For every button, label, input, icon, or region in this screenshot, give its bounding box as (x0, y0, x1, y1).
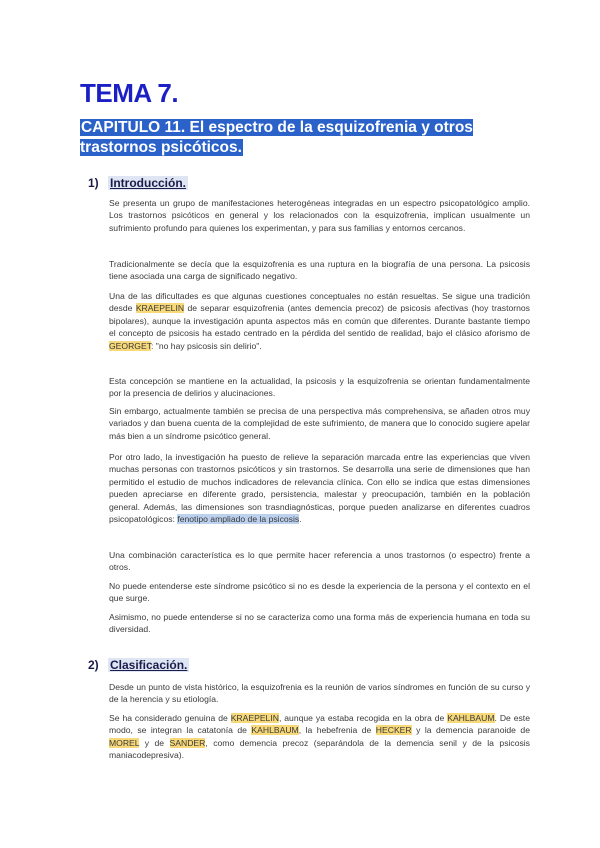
text-run: . De este modo, se integran la catatonía de (109, 713, 530, 736)
text-run: y de (139, 737, 170, 748)
text-run: Esta concepción se mantiene en la actualidad, la psicosis y la esquizofrenia se orientan fundamentalmente por la presencia de delirios y alucinaciones. (109, 376, 530, 399)
chapter-title-highlight: CAPITULO 11. El espectro de la esquizofrenia y otros trastornos psicóticos. (80, 119, 473, 156)
section-number: 2) (88, 658, 99, 672)
paragraph (109, 451, 530, 525)
paragraph (109, 712, 530, 762)
paragraph (109, 375, 530, 400)
text-run: Una de las dificultades es que algunas cuestiones conceptuales no están resueltas. Se sigue una tradición desde (109, 291, 530, 314)
highlighted-name: KRAEPELIN (135, 303, 185, 314)
text-run: y la demencia paranoide de (411, 725, 530, 736)
highlighted-name: SANDER (169, 737, 206, 748)
text-run: . (299, 514, 302, 525)
text-run: : "no hay psicosis sin delirio". (151, 340, 262, 351)
section-number: 1) (88, 176, 99, 190)
paragraph (109, 549, 530, 574)
text-run: Por otro lado, la investigación ha puesto de relieve la separación marcada entre las experiencias que viven muchas personas con trastornos psicóticos y sin trastornos. Se desarrolla una serie de dimensiones que han permitido el estudio de muchos indicadores de relevancia clínica. Con ello se indica que estas dimensiones pueden apreciarse en diferente grado, persistencia, malestar y preocupación, también en la población general. Además, las dimensiones son trasndiagnósticas, porque pueden analizarse en diferentes cuadros psicopatológicos: (109, 452, 530, 525)
highlighted-name: KAHLBAUM (447, 713, 495, 723)
text-run: Asimismo, no puede entenderse si no se caracteriza como una forma más de experiencia humana en toda su diversidad. (109, 612, 530, 635)
highlighted-name: KRAEPELIN (230, 713, 279, 723)
text-run: Se ha considerado genuina de (109, 713, 231, 723)
highlighted-term: fenotipo ampliado de la psicosis (177, 514, 300, 525)
section-heading-1 (88, 176, 188, 190)
section-title: Introducción. (110, 176, 186, 190)
paragraph (109, 290, 530, 352)
section-title: Clasificación. (110, 658, 188, 672)
text-run: Una combinación característica es lo que permite hacer referencia a unos trastornos (o espectro) frente a otros. (109, 550, 530, 573)
text-run: Desde un punto de vista histórico, la esquizofrenia es la reunión de varios síndromes en función de su curso y de la herencia y su etiología. (109, 682, 530, 705)
topic-title: TEMA 7. (80, 78, 179, 108)
paragraph (109, 258, 530, 283)
paragraph (109, 197, 530, 234)
highlighted-name: HECKER (375, 725, 412, 736)
text-run: Sin embargo, actualmente también se precisa de una perspectiva más comprehensiva, se añaden otros muy variados y dan buena cuenta de la complejidad de este sufrimiento, de manera que lo conocido sugiere apelar más bien a un síndrome psicótico general. (109, 406, 530, 441)
text-run: Se presenta un grupo de manifestaciones heterogéneas integradas en un espectro psicopatológico amplio. Los trastornos psicóticos en general y los relacionados con la esquizofrenia, implican usualmente un sufrimiento profundo para quienes los experimentan, y para sus familias y entornos cercanos. (109, 198, 530, 233)
highlighted-name: KAHLBAUM (251, 725, 299, 736)
paragraph (109, 405, 530, 442)
chapter-title (80, 118, 520, 158)
text-run: , la hebefrenia de (298, 725, 376, 736)
text-run: de separar esquizofrenia (antes demencia precoz) de psicosis afectivas (hoy trastornos bipolares), aunque la investigación apunta aspectos más en común que diferentes. Durante bastante tiempo el concepto de psicosis ha estado centrado en la pérdida del sentido de realidad, bajo el clásico aforismo de (109, 303, 530, 339)
text-run: Tradicionalmente se decía que la esquizofrenia es una ruptura en la biografía de una persona. La psicosis tiene asociada una carga de significado negativo. (109, 259, 530, 282)
text-run: , aunque ya estaba recogida en la obra de (278, 713, 448, 723)
paragraph (109, 681, 530, 706)
section-heading-2 (88, 658, 189, 672)
highlighted-name: GEORGET (109, 340, 152, 351)
text-run: No puede entenderse este síndrome psicótico si no es desde la experiencia de la persona y el contexto en el que surge. (109, 581, 530, 604)
text-run: , como demencia precoz (separándola de la demencia senil y de la psicosis maniacodepresiva). (109, 737, 530, 761)
paragraph (109, 611, 530, 636)
paragraph (109, 580, 530, 605)
highlighted-name: MOREL (109, 737, 140, 748)
